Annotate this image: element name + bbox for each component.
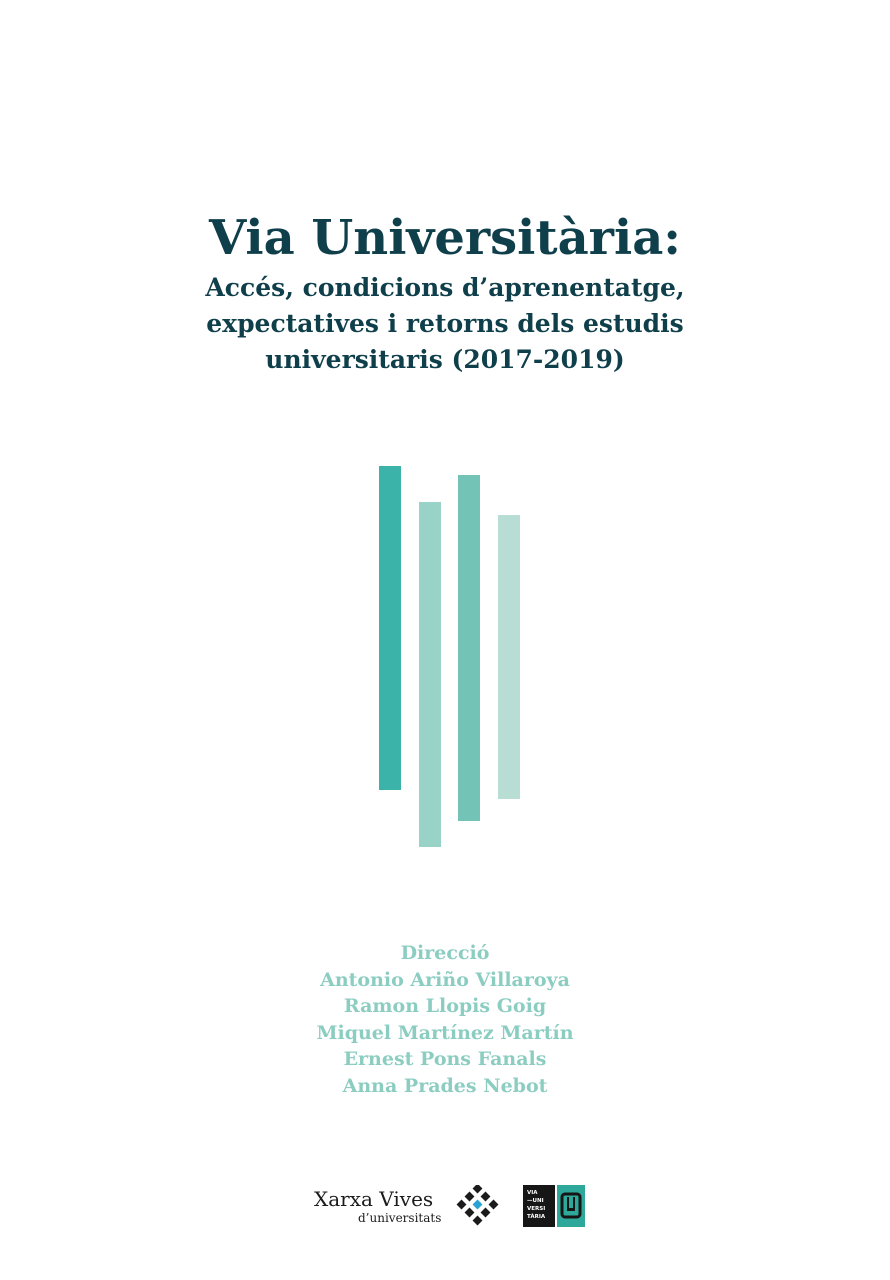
director-name-4: Ernest Pons Fanals	[343, 1048, 547, 1070]
director-name-5: Anna Prades Nebot	[342, 1074, 548, 1097]
decorative-bar-4	[498, 515, 520, 799]
decorative-bar-1	[379, 466, 401, 790]
decorative-bar-3	[458, 475, 480, 821]
main-title: Via Universitària:	[208, 210, 682, 266]
direction-credits	[0, 940, 890, 1099]
decorative-bar-2	[419, 502, 441, 847]
publisher-logos	[0, 1184, 890, 1234]
subtitle-line-1: Accés, condicions d’aprenentatge,	[205, 273, 685, 302]
director-name-2: Ramon Llopis Goig	[343, 995, 547, 1017]
xarxa-vives-logo-icon	[456, 1185, 500, 1229]
title-block	[0, 206, 890, 378]
direction-label: Direcció	[400, 942, 490, 964]
xarxa-vives-sub: d’universitats	[358, 1211, 442, 1225]
svg-text:VIA: VIA	[527, 1190, 538, 1196]
xarxa-vives-name: Xarxa Vives	[314, 1187, 434, 1211]
subtitle-line-3: universitaris (2017-2019)	[265, 345, 625, 374]
svg-text:TÀRIA: TÀRIA	[527, 1214, 546, 1220]
subtitle-line-2: expectatives i retorns dels estudis	[206, 309, 684, 338]
svg-text:VERSI: VERSI	[527, 1206, 546, 1212]
director-name-3: Miquel Martínez Martín	[316, 1021, 574, 1044]
via-universitaria-logo-icon	[523, 1185, 585, 1227]
svg-text:—UNI: —UNI	[527, 1198, 544, 1204]
director-name-1: Antonio Ariño Villaroya	[320, 968, 570, 991]
